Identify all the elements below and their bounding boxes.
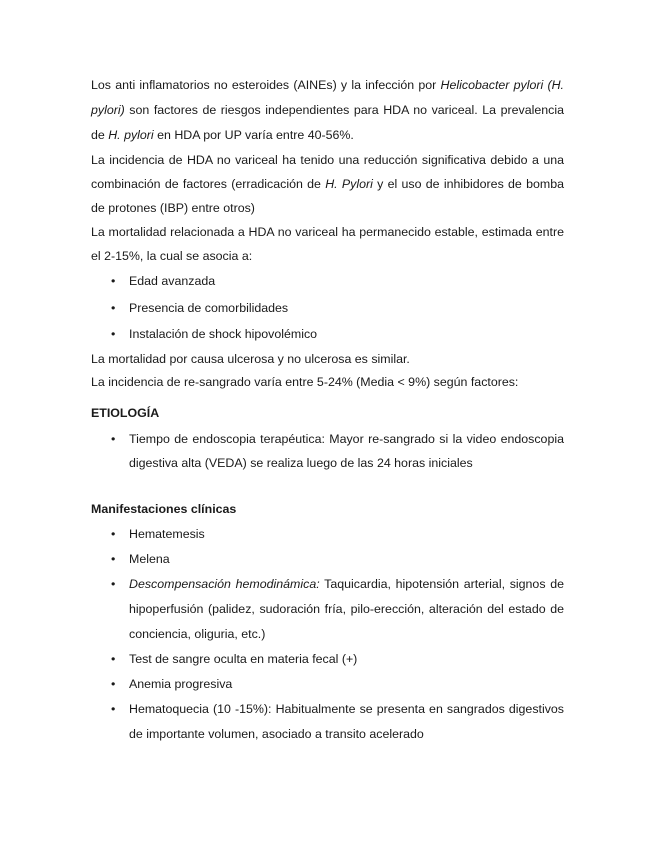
list-item: • Hematoquecia (10 -15%): Habitualmente se presenta en sangrados digestivos de importante volumen, asociado a transito acelerado	[91, 697, 564, 747]
list-item: • Edad avanzada	[91, 268, 564, 295]
italic-term: Descompensación hemodinámica:	[129, 576, 320, 591]
list-item: • Tiempo de endoscopia terapéutica: Mayor re-sangrado si la video endoscopia digestiva alta (VEDA) se realiza luego de las 24 horas iniciales	[91, 427, 564, 475]
list-item: • Test de sangre oculta en materia fecal (+)	[91, 647, 564, 672]
paragraph-aines: Los anti inflamatorios no esteroides (AINEs) y la infección por Helicobacter pylori (H. pylori) son factores de riesgos independientes para HDA no variceal. La prevalencia de H. pylori en HDA por UP varía entre 40-56%.	[91, 78, 564, 142]
manifestaciones-list	[91, 522, 564, 747]
italic-term: Helicobacter pylori (H. pylori)	[91, 78, 564, 117]
mortality-factor-list	[91, 268, 564, 348]
list-item: • Melena	[91, 547, 564, 572]
list-item: • Instalación de shock hipovolémico	[91, 321, 564, 348]
paragraph-mortalidad: La mortalidad relacionada a HDA no variceal ha permanecido estable, estimada entre el 2-15%, la cual se asocia a:	[91, 225, 564, 263]
document-page	[91, 73, 564, 747]
section-heading-etiologia: ETIOLOGÍA	[91, 405, 160, 420]
list-item: • Descompensación hemodinámica: Taquicardia, hipotensión arterial, signos de hipoperfusión (palidez, sudoración fría, pilo-erección, alteración del estado de conciencia, oliguria, etc.)	[91, 572, 564, 647]
section-heading-manifestaciones: Manifestaciones clínicas	[91, 501, 237, 516]
list-item: • Presencia de comorbilidades	[91, 295, 564, 322]
list-item: • Anemia progresiva	[91, 672, 564, 697]
etiologia-list	[91, 427, 564, 475]
list-item: • Hematemesis	[91, 522, 564, 547]
paragraph-resangrado: La incidencia de re-sangrado varía entre 5-24% (Media < 9%) según factores:	[91, 374, 519, 389]
italic-term: H. Pylori	[325, 177, 373, 191]
paragraph-incidencia: La incidencia de HDA no variceal ha tenido una reducción significativa debido a una combinación de factores (erradicación de H. Pylori y el uso de inhibidores de bomba de protones (IBP) entre otros)	[91, 153, 564, 215]
paragraph-mortalidad-ulcerosa: La mortalidad por causa ulcerosa y no ulcerosa es similar.	[91, 351, 410, 366]
italic-term: H. pylori	[108, 128, 154, 142]
